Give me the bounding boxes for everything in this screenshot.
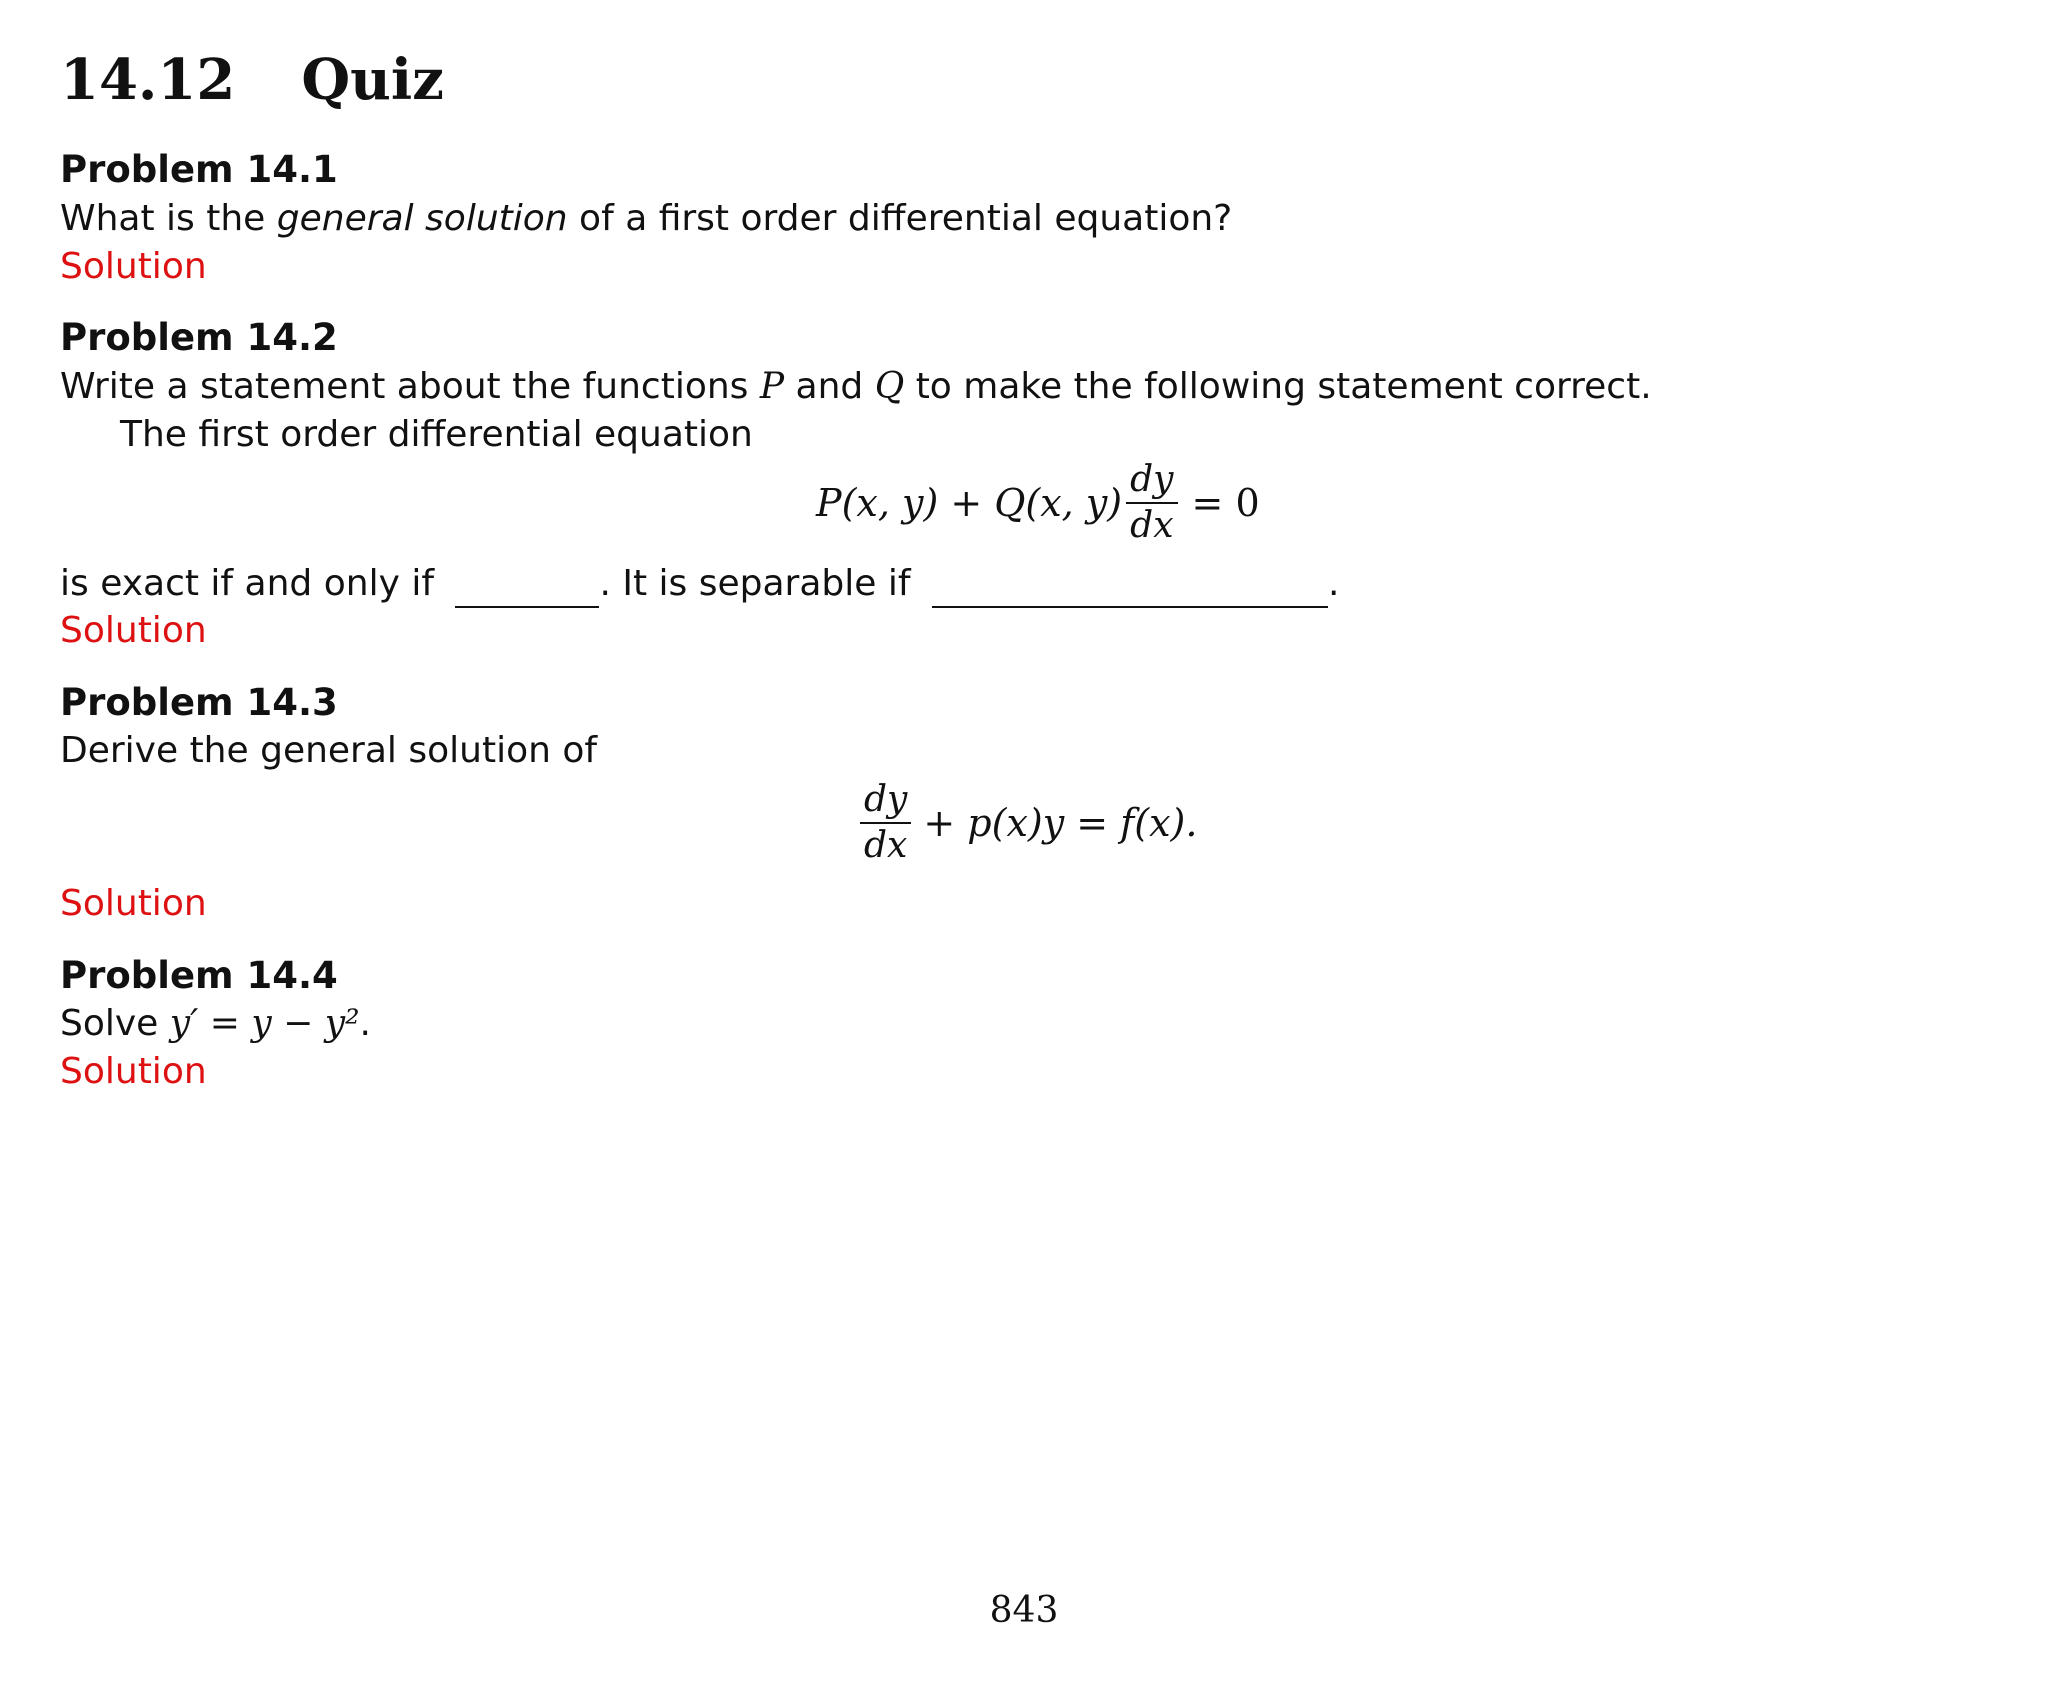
section-number: 14.12: [60, 47, 236, 113]
problem-2-solution-link[interactable]: Solution: [60, 610, 207, 651]
problem-2-var-q: Q: [874, 366, 905, 407]
problem-2-text: [60, 363, 1652, 411]
problem-2-eq-fraction: [1126, 458, 1177, 548]
problem-1-text-after: of a first order differential equation?: [567, 198, 1233, 239]
problem-3-eq-denominator: dx: [864, 825, 908, 866]
problem-2-text-and: and: [784, 366, 875, 407]
section-title: Quiz: [301, 47, 444, 113]
problem-3-eq-rest: + p(x)y = f(x).: [923, 801, 1198, 845]
problem-4-math: y′ = y − y²: [169, 1003, 360, 1044]
problem-2-separable-text: . It is separable if: [599, 563, 911, 604]
problem-2-equation: [816, 458, 1260, 548]
problem-2-intro: The first order differential equation: [120, 414, 753, 455]
section-heading: [60, 44, 444, 116]
problem-2-eq-numerator: dy: [1130, 459, 1174, 500]
problem-1-text-emph: general solution: [276, 198, 568, 239]
problem-4-text-before: Solve: [60, 1003, 170, 1044]
problem-1-text-before: What is the: [60, 198, 277, 239]
problem-3-solution-link[interactable]: Solution: [60, 883, 207, 924]
problem-1-solution-link[interactable]: Solution: [60, 246, 207, 287]
problem-2-exact-text: is exact if and only if: [60, 563, 434, 604]
problem-2-text-2: to make the following statement correct.: [904, 366, 1652, 407]
separable-condition-blank[interactable]: [932, 562, 1328, 608]
problem-2-text-1: Write a statement about the functions: [60, 366, 760, 407]
problem-3-eq-numerator: dy: [864, 779, 908, 820]
problem-2-var-p: P: [759, 366, 785, 407]
page-number: 843: [989, 1590, 1059, 1631]
problem-4-text-after: .: [359, 1003, 371, 1044]
problem-2-condition-line: [60, 560, 1339, 608]
problem-4-text: [60, 1000, 371, 1048]
problem-4-title: Problem 14.4: [60, 954, 338, 997]
problem-3-equation: [856, 778, 1197, 868]
problem-2-eq-lhs: P(x, y) + Q(x, y): [816, 481, 1123, 525]
problem-2-eq-rhs: = 0: [1191, 481, 1260, 525]
problem-2-end-period: .: [1327, 563, 1340, 604]
problem-3-text: Derive the general solution of: [60, 730, 598, 771]
problem-3-title: Problem 14.3: [60, 681, 338, 724]
exact-condition-blank[interactable]: [455, 562, 599, 608]
problem-3-eq-fraction: [860, 778, 911, 868]
problem-1-text: [60, 195, 1232, 243]
problem-2-title: Problem 14.2: [60, 316, 338, 359]
problem-1-title: Problem 14.1: [60, 148, 338, 191]
problem-4-solution-link[interactable]: Solution: [60, 1051, 207, 1092]
problem-2-eq-denominator: dx: [1130, 505, 1174, 546]
